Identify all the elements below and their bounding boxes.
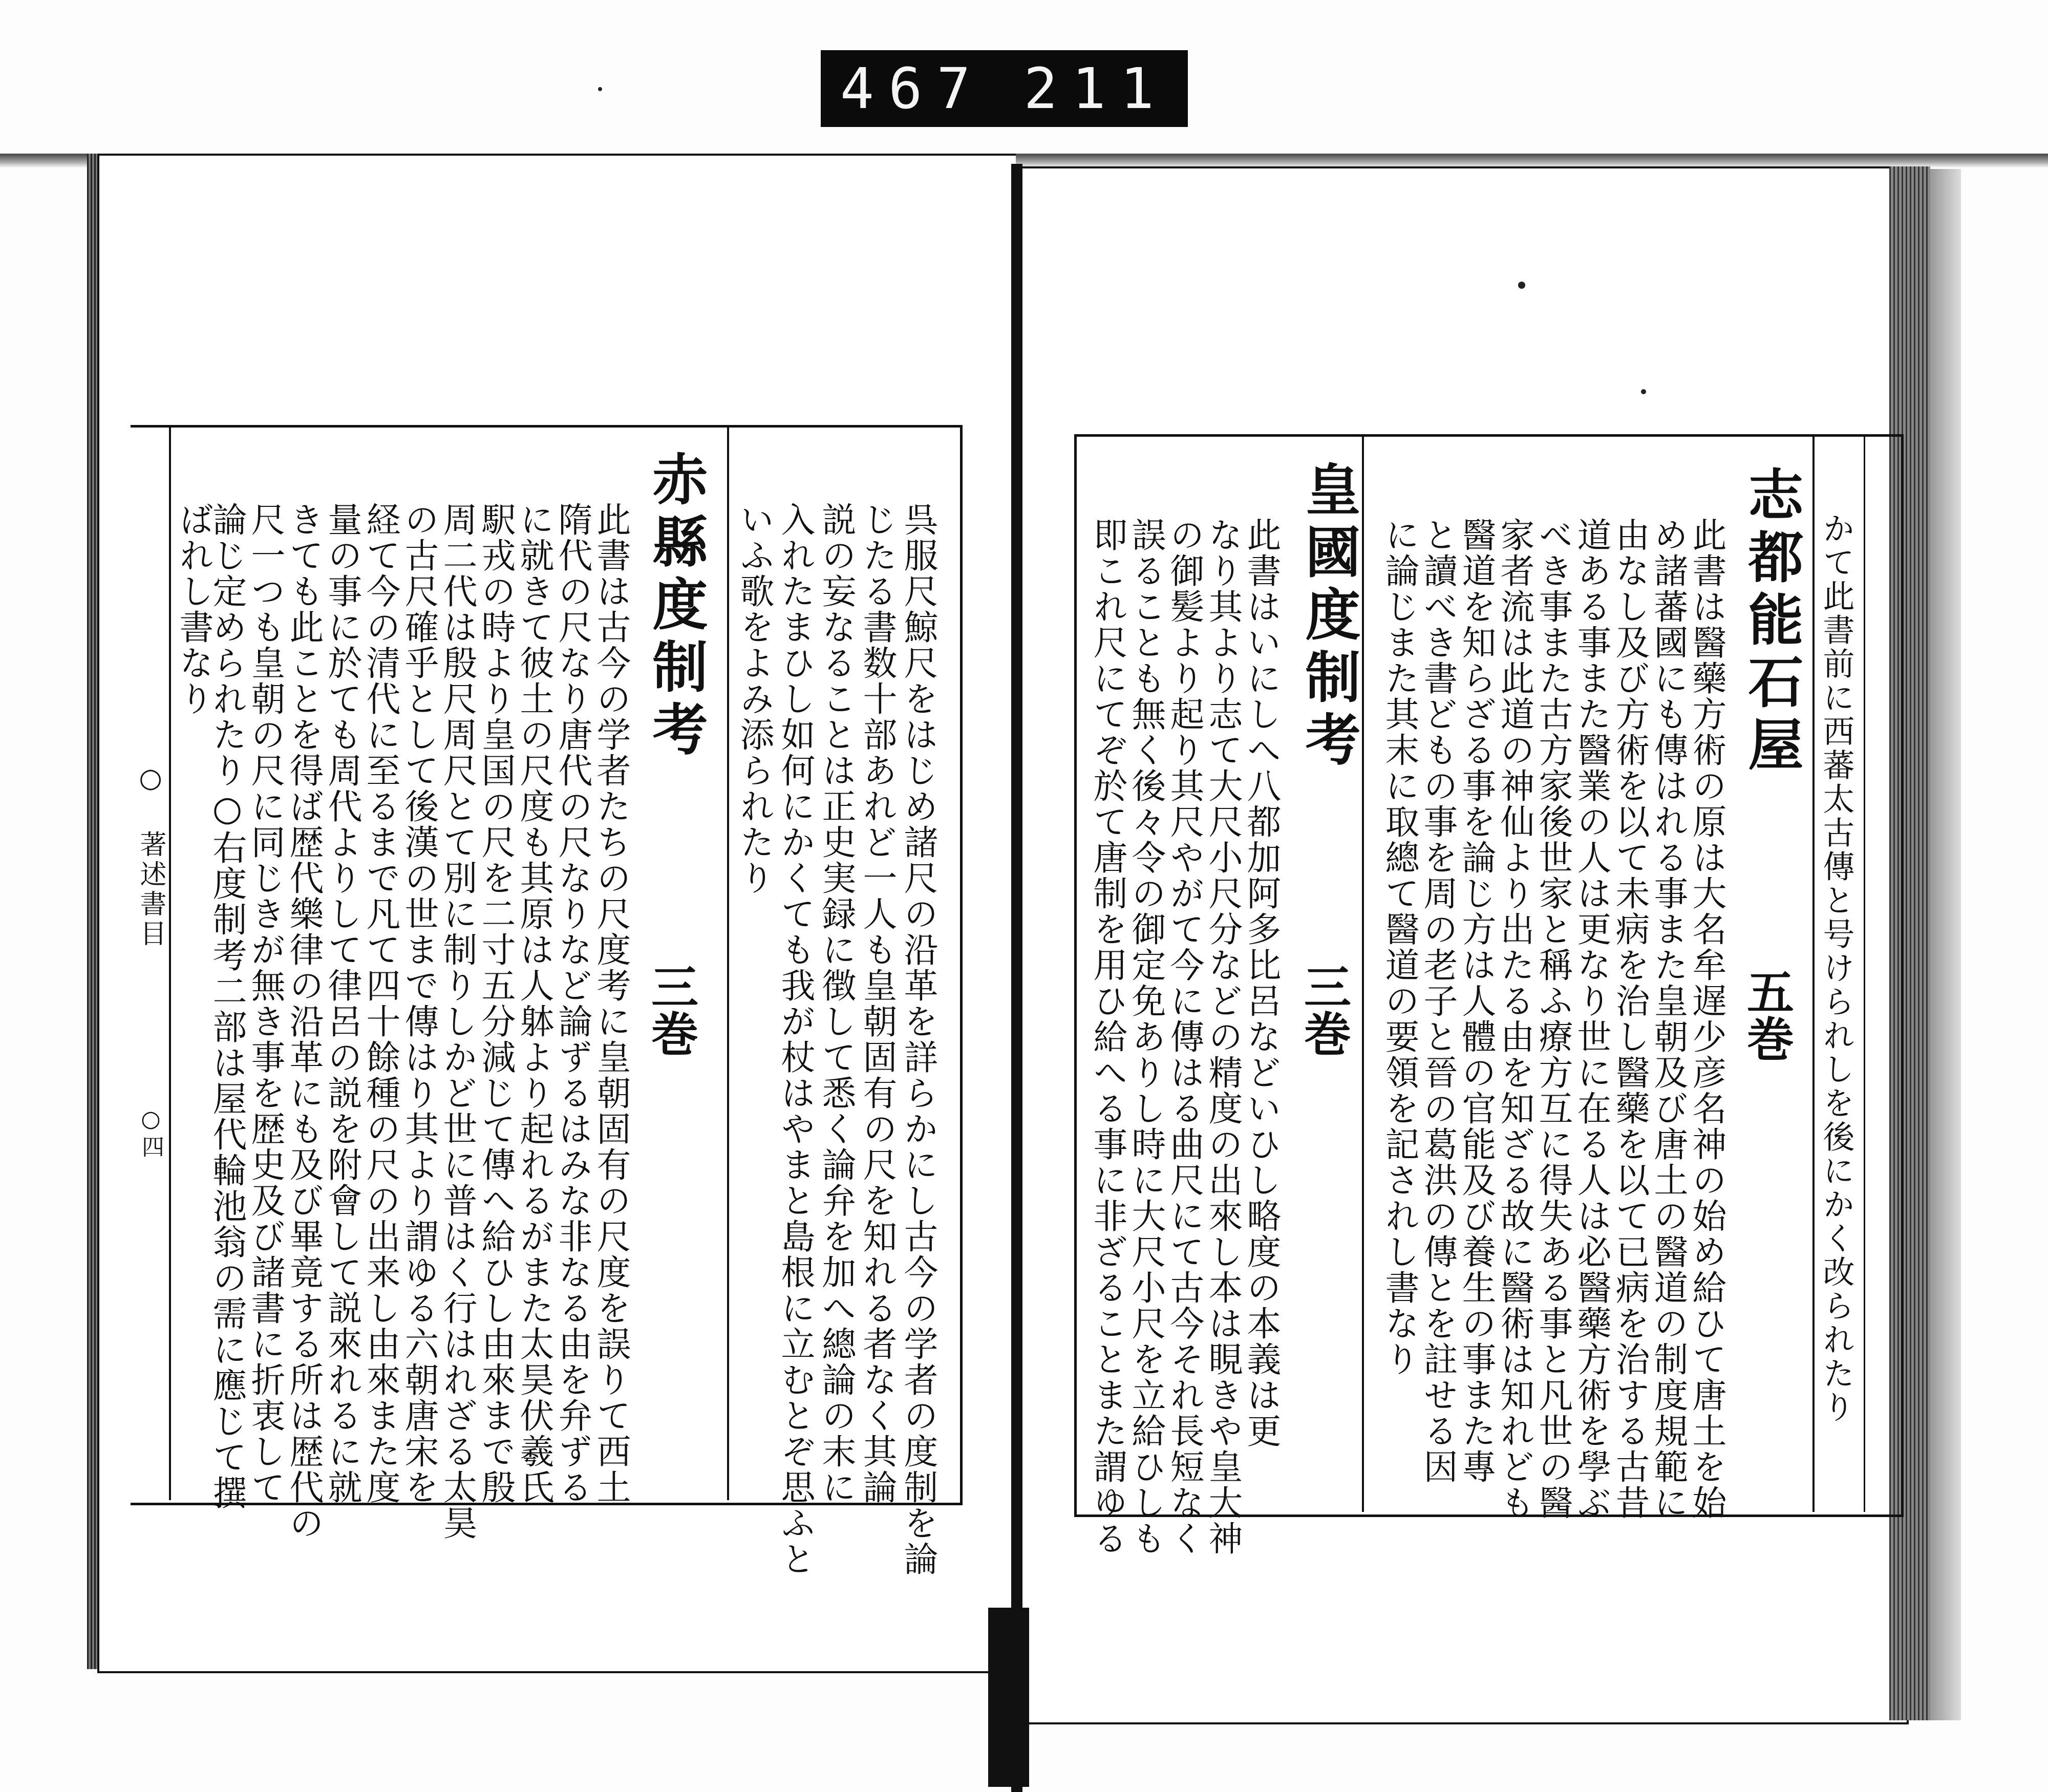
film-frame-label (821, 50, 1188, 127)
book-spine (1011, 164, 1022, 1792)
book-title: 皇國度制考 (1296, 461, 1360, 773)
right-note-rule (1812, 434, 1815, 1512)
description-line: 即これ尺にてぞ於て唐制を用ひ給へる事に非ざることまた謂ゆる (1088, 517, 1128, 1556)
description-line: 此書はいにしへ八都加阿多比呂などいひし略度の本義は更 (1242, 517, 1282, 1449)
description-line: 此書は古今の学者たちの尺度考に皇朝固有の尺度を誤りて西土 (591, 502, 631, 1505)
description-line: め諸蕃國にも傳はれる事また皇朝及び唐土の醫道の制度規範に (1649, 517, 1689, 1521)
left-column-rule (727, 425, 729, 1500)
continuation-line: 入れたまひし如何にかくても我が杖はやまと島根に立むとぞ思ふと (776, 502, 816, 1577)
right-margin-rule (1864, 434, 1865, 1512)
description-line: 経て今の清代に至るまで凡て四十餘種の尺の出来し由來また度 (361, 502, 401, 1505)
description-line: 周二代は殷尺周尺とて別に制りしかど世に普はく行はれざる太昊 (438, 502, 478, 1541)
description-line: 論じ定められたり○右度制考二部は屋代輪池翁の需に應じて撰 (207, 502, 247, 1511)
description-line: 尺一つも皇朝の尺に同じきが無き事を歴史及び諸書に折衷して (246, 502, 286, 1505)
spine-shadow (988, 1608, 1029, 1787)
description-line: 量の事に於ても周代よりして律呂の説を附會して説來れるに就 (323, 502, 362, 1505)
film-number-left: 467 (840, 56, 985, 121)
left-margin-rule (169, 425, 171, 1500)
right-column-rule (1362, 434, 1364, 1512)
description-line: と讀べき書どもの事を周の老子と晉の葛洪の傳とを註せる因 (1418, 517, 1458, 1485)
book-title: 志都能石屋 (1739, 466, 1803, 778)
description-line: 駅戎の時より皇国の尺を二寸五分減じて傳へ給ひし由來まで殷 (476, 502, 516, 1505)
description-line: の御髪より起り其尺やがて今に傳はる曲尺にて古今それ長短なく (1165, 517, 1205, 1556)
book-volumes: 三巻 (1296, 963, 1352, 1057)
continuation-line: じたる書数十部あれど一人も皇朝固有の尺を知れる者なく其論 (858, 502, 898, 1505)
scan-speck (1641, 389, 1646, 394)
right-shadow (1930, 169, 1961, 1720)
description-line: に論じまた其末に取總て醫道の要領を記されし書なり (1380, 517, 1420, 1377)
description-line: 由なし及び方術を以て未病を治し醫藥を以て已病を治する古昔 (1610, 517, 1650, 1521)
continuation-line: 説の妄なることは正史実録に徴して悉く論弁を加へ總論の末に (817, 502, 857, 1505)
description-line: 醫道を知らざる事を論じ方は人體の官能及び養生の事また專 (1457, 517, 1497, 1485)
description-line: 誤ることも無く後々令の御定免ありし時に大尺小尺を立給ひしも (1126, 517, 1166, 1556)
book-volumes: 三巻 (644, 963, 699, 1057)
running-header: ○ 著述書目 (135, 763, 166, 949)
description-line: べき事また古方家後世家と稱ふ療方互に得失ある事と凡世の醫 (1533, 517, 1573, 1521)
page-number: ○四 (138, 1106, 164, 1161)
description-line: の古尺確乎として後漢の世まで傳はり其より謂ゆる六朝唐宋を (399, 502, 439, 1505)
description-line: 家者流は此道の神仙より出たる由を知ざる故に醫術は知れども (1495, 517, 1535, 1521)
scan-speck (598, 87, 602, 91)
scan-speck (1518, 282, 1525, 289)
continuation-line: いふ歌をよみ添られたり (735, 502, 775, 896)
description-line: 隋代の尺なり唐代の尺なりなど論ずるはみな非なる由を弁ずる (553, 502, 593, 1505)
description-line: 道ある事また醫業の人は更なり世に在る人は必醫藥方術を學ぶ (1572, 517, 1612, 1521)
description-line: に就きて彼土の尺度も其原は人躰より起れるがまた太昊伏羲氏 (515, 502, 554, 1505)
film-number-right: 211 (1023, 56, 1169, 121)
book-volumes: 五巻 (1739, 968, 1795, 1062)
continuation-line: 呉服尺鯨尺をはじめ諸尺の沿革を詳らかにし古今の学者の度制を論 (899, 502, 938, 1577)
top-note: かて此書前に西蕃太古傳と号けられしを後にかく改られたり (1818, 512, 1855, 1424)
description-line: ばれし書なり (174, 502, 214, 717)
description-line: きても此ことを得ば歴代樂律の沿革にも及び畢竟する所は歴代の (284, 502, 324, 1541)
book-title: 赤縣度制考 (643, 451, 708, 763)
description-line: なり其より志て大尺小尺分などの精度の出來し本は睍きや皇大神 (1203, 517, 1243, 1556)
description-line: 此書は醫藥方術の原は大名牟遅少彦名神の始め給ひて唐土を始 (1687, 517, 1727, 1521)
